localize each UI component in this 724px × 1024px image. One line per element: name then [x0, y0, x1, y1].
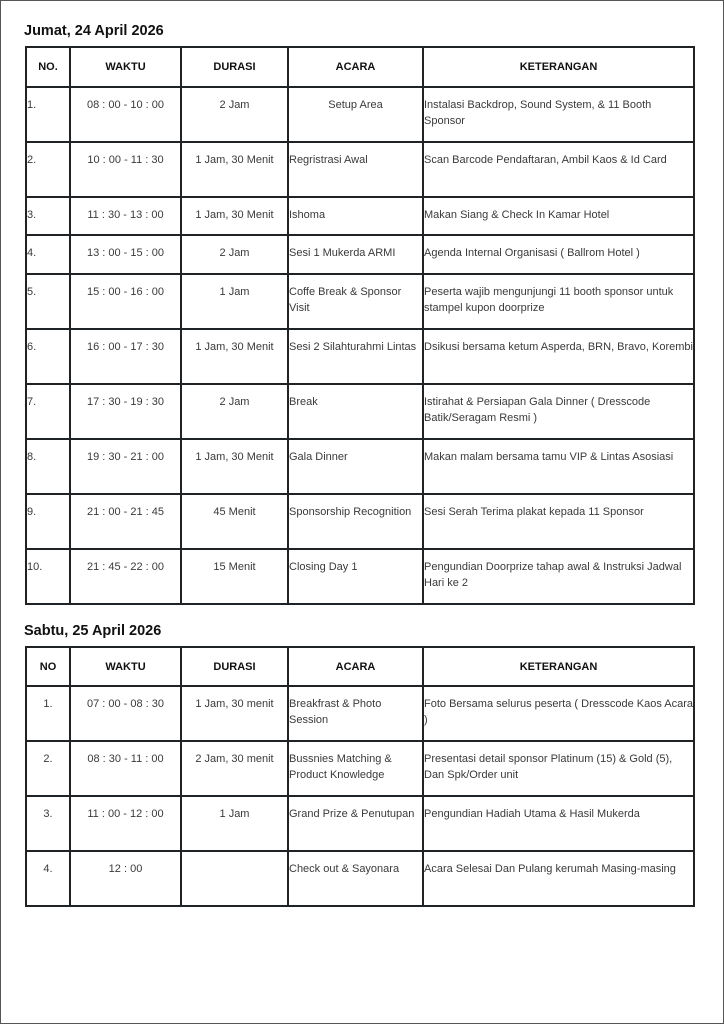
- cell-keterangan: Pengundian Doorprize tahap awal & Instruksi Jadwal Hari ke 2: [423, 549, 694, 604]
- cell-waktu: 21 : 45 - 22 : 00: [70, 549, 181, 604]
- header-waktu: WAKTU: [70, 647, 181, 686]
- cell-acara: Closing Day 1: [288, 549, 423, 604]
- cell-keterangan: Scan Barcode Pendaftaran, Ambil Kaos & Id Card: [423, 142, 694, 197]
- cell-durasi: 2 Jam: [181, 87, 288, 142]
- table-row: [26, 741, 694, 796]
- cell-keterangan: Acara Selesai Dan Pulang kerumah Masing-masing: [423, 851, 694, 906]
- cell-durasi: [181, 851, 288, 906]
- cell-keterangan: Foto Bersama selurus peserta ( Dresscode Kaos Acara ): [423, 686, 694, 741]
- cell-acara: Sesi 1 Mukerda ARMI: [288, 235, 423, 274]
- cell-no: 4.: [26, 235, 70, 274]
- table-row: [26, 384, 694, 439]
- cell-no: 1.: [26, 87, 70, 142]
- cell-waktu: 08 : 30 - 11 : 00: [70, 741, 181, 796]
- table-row: [26, 235, 694, 274]
- header-no: NO.: [26, 47, 70, 87]
- cell-waktu: 11 : 30 - 13 : 00: [70, 197, 181, 235]
- cell-keterangan: Peserta wajib mengunjungi 11 booth sponsor untuk stampel kupon doorprize: [423, 274, 694, 329]
- cell-durasi: 1 Jam: [181, 274, 288, 329]
- table-row: [26, 851, 694, 906]
- table-header-row: [26, 647, 694, 686]
- cell-no: 2.: [26, 741, 70, 796]
- cell-waktu: 19 : 30 - 21 : 00: [70, 439, 181, 494]
- cell-acara: Setup Area: [288, 87, 423, 142]
- cell-durasi: 1 Jam, 30 Menit: [181, 329, 288, 384]
- cell-acara: Sesi 2 Silahturahmi Lintas: [288, 329, 423, 384]
- cell-keterangan: Instalasi Backdrop, Sound System, & 11 Booth Sponsor: [423, 87, 694, 142]
- cell-waktu: 13 : 00 - 15 : 00: [70, 235, 181, 274]
- cell-no: 8.: [26, 439, 70, 494]
- table-row: [26, 439, 694, 494]
- cell-no: 4.: [26, 851, 70, 906]
- table-row: [26, 494, 694, 549]
- cell-durasi: 1 Jam, 30 Menit: [181, 142, 288, 197]
- cell-keterangan: Presentasi detail sponsor Platinum (15) & Gold (5), Dan Spk/Order unit: [423, 741, 694, 796]
- cell-no: 3.: [26, 796, 70, 851]
- cell-keterangan: Sesi Serah Terima plakat kepada 11 Sponsor: [423, 494, 694, 549]
- cell-keterangan: Pengundian Hadiah Utama & Hasil Mukerda: [423, 796, 694, 851]
- table-header-row: [26, 47, 694, 87]
- table-row: [26, 142, 694, 197]
- cell-keterangan: Istirahat & Persiapan Gala Dinner ( Dresscode Batik/Seragam Resmi ): [423, 384, 694, 439]
- cell-acara: Break: [288, 384, 423, 439]
- header-keterangan: KETERANGAN: [423, 47, 694, 87]
- cell-keterangan: Agenda Internal Organisasi ( Ballrom Hotel ): [423, 235, 694, 274]
- cell-acara: Regristrasi Awal: [288, 142, 423, 197]
- cell-no: 2.: [26, 142, 70, 197]
- cell-waktu: 15 : 00 - 16 : 00: [70, 274, 181, 329]
- cell-waktu: 10 : 00 - 11 : 30: [70, 142, 181, 197]
- cell-no: 5.: [26, 274, 70, 329]
- cell-durasi: 1 Jam, 30 Menit: [181, 439, 288, 494]
- header-keterangan: KETERANGAN: [423, 647, 694, 686]
- cell-durasi: 1 Jam, 30 menit: [181, 686, 288, 741]
- cell-keterangan: Makan Siang & Check In Kamar Hotel: [423, 197, 694, 235]
- cell-no: 6.: [26, 329, 70, 384]
- cell-waktu: 07 : 00 - 08 : 30: [70, 686, 181, 741]
- cell-acara: Coffe Break & Sponsor Visit: [288, 274, 423, 329]
- cell-keterangan: Makan malam bersama tamu VIP & Lintas Asosiasi: [423, 439, 694, 494]
- header-durasi: DURASI: [181, 647, 288, 686]
- cell-waktu: 17 : 30 - 19 : 30: [70, 384, 181, 439]
- schedule-table-day-2: [25, 646, 695, 907]
- cell-waktu: 11 : 00 - 12 : 00: [70, 796, 181, 851]
- cell-no: 7.: [26, 384, 70, 439]
- cell-no: 1.: [26, 686, 70, 741]
- header-durasi: DURASI: [181, 47, 288, 87]
- day-2-title: Sabtu, 25 April 2026: [24, 623, 162, 639]
- cell-durasi: 2 Jam: [181, 384, 288, 439]
- table-row: [26, 197, 694, 235]
- cell-keterangan: Dsikusi bersama ketum Asperda, BRN, Bravo, Korembi: [423, 329, 694, 384]
- schedule-table-day-1: [25, 46, 695, 605]
- cell-acara: Breakfrast & Photo Session: [288, 686, 423, 741]
- cell-durasi: 2 Jam: [181, 235, 288, 274]
- header-no: NO: [26, 647, 70, 686]
- day-1-title: Jumat, 24 April 2026: [24, 23, 164, 39]
- header-acara: ACARA: [288, 647, 423, 686]
- table-row: [26, 274, 694, 329]
- cell-durasi: 1 Jam: [181, 796, 288, 851]
- table-row: [26, 549, 694, 604]
- header-acara: ACARA: [288, 47, 423, 87]
- cell-durasi: 1 Jam, 30 Menit: [181, 197, 288, 235]
- table-row: [26, 796, 694, 851]
- table-row: [26, 87, 694, 142]
- cell-waktu: 16 : 00 - 17 : 30: [70, 329, 181, 384]
- cell-acara: Gala Dinner: [288, 439, 423, 494]
- header-waktu: WAKTU: [70, 47, 181, 87]
- cell-durasi: 2 Jam, 30 menit: [181, 741, 288, 796]
- table-row: [26, 329, 694, 384]
- cell-waktu: 08 : 00 - 10 : 00: [70, 87, 181, 142]
- cell-acara: Bussnies Matching & Product Knowledge: [288, 741, 423, 796]
- cell-durasi: 15 Menit: [181, 549, 288, 604]
- cell-no: 10.: [26, 549, 70, 604]
- cell-waktu: 21 : 00 - 21 : 45: [70, 494, 181, 549]
- cell-waktu: 12 : 00: [70, 851, 181, 906]
- cell-acara: Check out & Sayonara: [288, 851, 423, 906]
- cell-acara: Grand Prize & Penutupan: [288, 796, 423, 851]
- cell-durasi: 45 Menit: [181, 494, 288, 549]
- cell-acara: Ishoma: [288, 197, 423, 235]
- cell-acara: Sponsorship Recognition: [288, 494, 423, 549]
- cell-no: 9.: [26, 494, 70, 549]
- cell-no: 3.: [26, 197, 70, 235]
- table-row: [26, 686, 694, 741]
